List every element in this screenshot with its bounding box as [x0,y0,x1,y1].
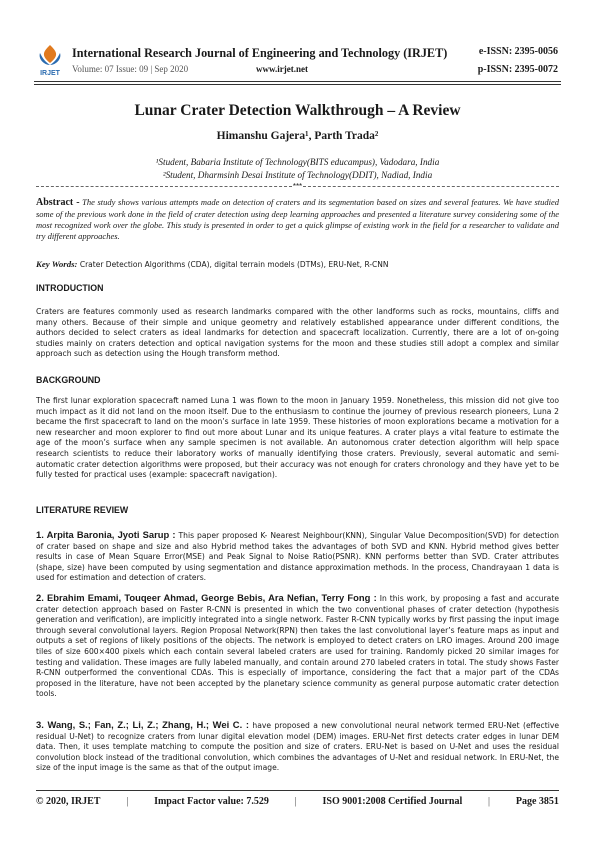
volume-issue: Volume: 07 Issue: 09 | Sep 2020 [72,64,189,74]
abstract-label: Abstract - [36,197,80,208]
footer-separator: | [126,796,129,807]
abstract [36,197,559,242]
footer-impact-factor [154,796,269,807]
header-rule [34,81,561,82]
footer-copyright: © 2020, IRJET [36,796,101,807]
keywords [36,259,559,271]
literature-item-authors: 1. Arpita Baronia, Jyoti Sarup : [36,529,176,540]
abstract-text: The study shows various attempts made on detection of craters and its segmentation based on sizes and several features. We have studied some of the previous work done in the field of crater detection using deep learning approaches and presented a literature survey considering some of the most recognized work over the globe. This study is presented in order to get a quick glimpse of existing work in the field for a researcher to validate and try different approaches. [36,197,559,241]
heading-background: BACKGROUND [36,375,101,385]
affiliation-1: ¹Student, Babaria Institute of Technology(BITS educampus), Vadodara, India [155,157,440,167]
literature-item-text: have proposed a new convolutional neural network termed ERU-Net (effective residual U-Net) to recognize craters from lunar digital elevation model (DEM) images. ERU-Net first detects crater edges in lunar DEM data. Then, it uses template matching to compute the position and size of craters. ERU-Net is based on U-Net and uses the residual convolution block instead of the traditional convolution, which combines the advantages of U-Net and residual network. In ERU-Net, the size of the input image is the same as that of the output image. [36,721,559,773]
introduction-paragraph: Craters are features commonly used as research landmarks compared with the other landforms such as rocks, mountains, cliffs and many others. Because of their simple and unique geometry and relatively established appearance under different conditions, the authors decided to select craters as ideal landmarks for detection and spacecraft localization. Currently, there are a lot of on-going studies mainly on craters detection and optical navigation systems for the moon and these studies still adopt a complex and similar approach such as detection using the Hough transform method. [36,307,559,359]
paper-title: Lunar Crater Detection Walkthrough – A Review [134,102,461,119]
literature-item [36,530,559,584]
p-issn: p-ISSN: 2395-0072 [477,64,558,75]
background-paragraph: The first lunar exploration spacecraft named Luna 1 was flown to the moon in January 1959. Nonetheless, this mission did not give too much impact as it did not land on the moon itself. Due to the enthusiasm to continue the journey of previous research pioneers, Luna 2 became the first spacecraft to land on the moon’s surface in late 1959. These histories of moon explorations became a motivation for a new researcher and moon explorer to find out more about Lunar and its unique features. A crater plays a vital feature to estimate the age of the moon’s surface when any sample specimen is not available. An autonomous crater detection algorithm will help space research scientists to reduce their laboratory works of manually identifying those craters. Previously, several automatic and semi-automatic crater detection algorithms were proposed, but their accuracy was not enough for craters chronology and they have yet to be fully tested for practical uses (example: spacecraft navigation). [36,396,559,480]
journal-logo [34,43,66,77]
footer-page-number: Page 3851 [515,796,559,807]
heading-literature-review: LITERATURE REVIEW [36,505,129,515]
literature-item [36,720,559,774]
impact-label: Impact Factor value: [154,796,244,807]
svg-text:IRJET: IRJET [40,70,60,77]
paper-authors: Himanshu Gajera¹, Parth Trada² [216,130,379,142]
literature-item-text: This paper proposed K- Nearest Neighbour(KNN), Singular Value Decomposition(SVD) for detection of crater based on shape and size and also Hybrid method takes the advantages of both SVD and KNN. Hybrid method gives better results in case of Mean Square Error(MSE) and Peak Signal to Noise Ratio(PSNR). KNN performs better than SVD. Crater attributes (shape, size) have been computed by using segmentation and distance approximation methods. In the process, Chandrayaan 1 data is used for estimation and detection of craters. [36,531,559,583]
journal-website[interactable]: www.irjet.net [256,64,308,74]
footer-iso: ISO 9001:2008 Certified Journal [322,796,463,807]
literature-item-authors: 2. Ebrahim Emami, Touqeer Ahmad, George Bebis, Ara Nefian, Terry Fong : [36,592,377,603]
section-divider [36,180,559,192]
literature-item-authors: 3. Wang, S.; Fan, Z.; Li, Z.; Zhang, H.; Wei C. : [36,719,249,730]
affiliation-2: ²Student, Dharmsinh Desai Institute of Technology(DDIT), Nadiad, India [162,170,433,180]
footer-rule [36,790,559,791]
divider-stars: *** [292,181,303,191]
keywords-text: Crater Detection Algorithms (CDA), digital terrain models (DTMs), ERU-Net, R-CNN [77,260,389,269]
journal-title: International Research Journal of Engineering and Technology (IRJET) [72,46,448,60]
e-issn: e-ISSN: 2395-0056 [478,46,558,57]
keywords-label: Key Words: [36,259,78,269]
heading-introduction: INTRODUCTION [36,283,104,293]
page-footer [36,796,559,807]
footer-separator: | [294,796,297,807]
literature-item-text: In this work, by proposing a fast and accurate crater detection approach based on Faster R-CNN is presented in which the two conventional phases of crater detection (hypothesis generation and verification), are implicitly integrated into a single network. Faster R-CNN typically works by first passing the input image through several convolutional layers. Region Proposal Network(RPN) then takes the last convolutional layer’s feature maps as input and outputs a set of regions of likely positions of the objects. The network is employed to detect craters on LRO images. Around 200 image tiles of size 600×400 pixels which each contain several labeled craters are used for training. Randomly picked 20 similar images for testing and validation. These images are fully labeled manually, and contain around 270 labeled craters in total. The study shows Faster R-CNN outperformed the conventional CDAs. This is especially of importance, considering the fact that a major part of the CDAs proposed in the literature, have not been accepted by the planetary science community as general purpose automatic crater detection tools. [36,594,559,699]
header-rule-thin [34,84,561,85]
literature-item [36,593,559,700]
footer-separator: | [488,796,491,807]
impact-value: 7.529 [246,796,269,807]
